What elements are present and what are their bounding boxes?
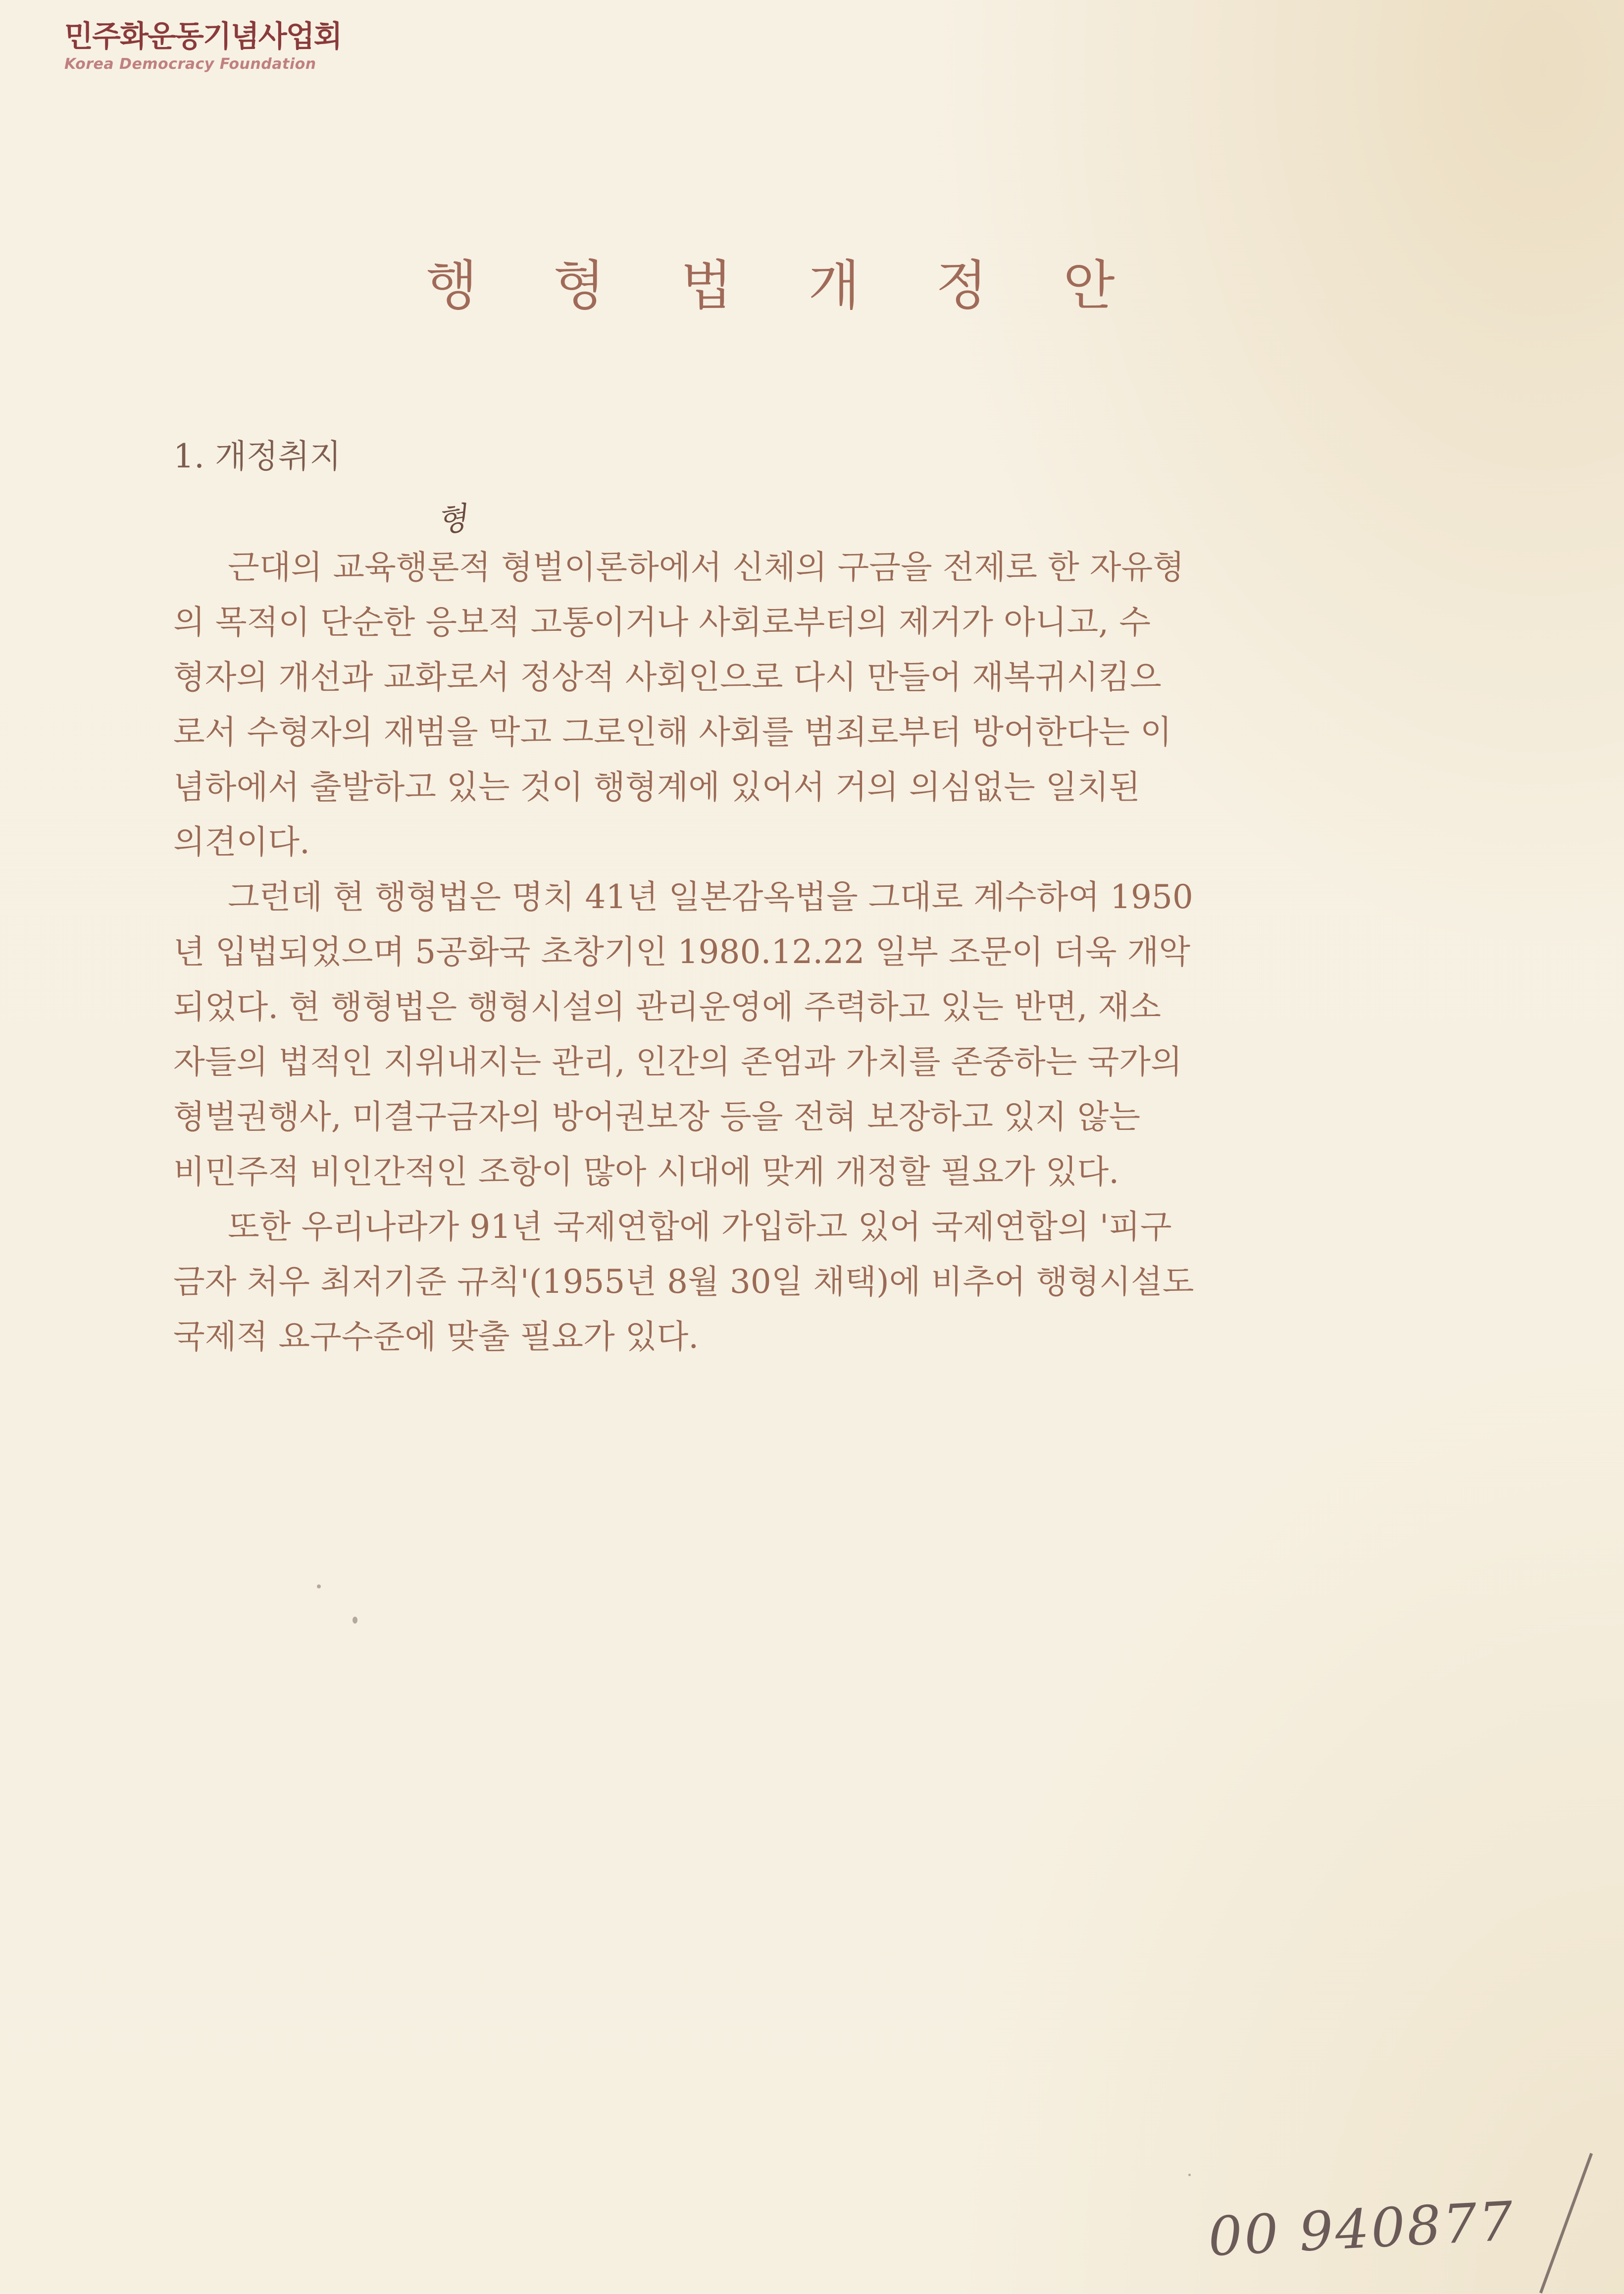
archive-number: 00 940877 (1207, 2190, 1517, 2269)
body-line: 의견이다. (173, 823, 310, 861)
body-line: 형자의 개선과 교화로서 정상적 사회인으로 다시 만들어 재복귀시킴으 (173, 658, 1162, 696)
section-heading: 1. 개정취지 (173, 437, 341, 475)
body-line: 년 입법되었으며 5공화국 초창기인 1980.12.22 일부 조문이 더욱 개악 (173, 933, 1191, 971)
foundation-logo (64, 19, 342, 73)
body-line: 금자 처우 최저기준 규칙'(1955년 8월 30일 채택)에 비추어 행형시설도 (173, 1263, 1194, 1301)
body-line: 국제적 요구수준에 맞출 필요가 있다. (173, 1318, 699, 1356)
body-line: 비민주적 비인간적인 조항이 많아 시대에 맞게 개정할 필요가 있다. (173, 1153, 1119, 1191)
pen-stroke-mark (1539, 2153, 1593, 2294)
body-line: 근대의 교육행론적 형벌이론하에서 신체의 구금을 전제로 한 자유형 (228, 548, 1185, 586)
body-line: 자들의 법적인 지위내지는 관리, 인간의 존엄과 가치를 존중하는 국가의 (173, 1043, 1182, 1081)
logo-english-text: Korea Democracy Foundation (64, 55, 316, 73)
body-line: 되었다. 현 행형법은 행형시설의 관리운영에 주력하고 있는 반면, 재소 (173, 988, 1161, 1026)
body-line: 의 목적이 단순한 응보적 고통이거나 사회로부터의 제거가 아니고, 수 (173, 603, 1151, 641)
body-line: 또한 우리나라가 91년 국제연합에 가입하고 있어 국제연합의 '피구 (228, 1208, 1172, 1246)
handwritten-correction: 형 (434, 500, 469, 540)
document-title: 행 형 법 개 정 안 (426, 255, 1145, 317)
body-line: 념하에서 출발하고 있는 것이 행형계에 있어서 거의 의심없는 일치된 (173, 768, 1141, 806)
paper-speck (317, 1584, 321, 1588)
body-line: 그런데 현 행형법은 명치 41년 일본감옥법을 그대로 계수하여 1950 (228, 878, 1193, 916)
logo-korean-text: 민주화운동기념사업회 (64, 19, 342, 54)
body-line: 형벌권행사, 미결구금자의 방어권보장 등을 전혀 보장하고 있지 않는 (173, 1098, 1141, 1136)
body-line: 로서 수형자의 재범을 막고 그로인해 사회를 범죄로부터 방어한다는 이 (173, 713, 1172, 751)
paper-speck (1188, 2174, 1191, 2176)
document-body (173, 540, 1371, 1364)
paper-speck (353, 1617, 357, 1624)
